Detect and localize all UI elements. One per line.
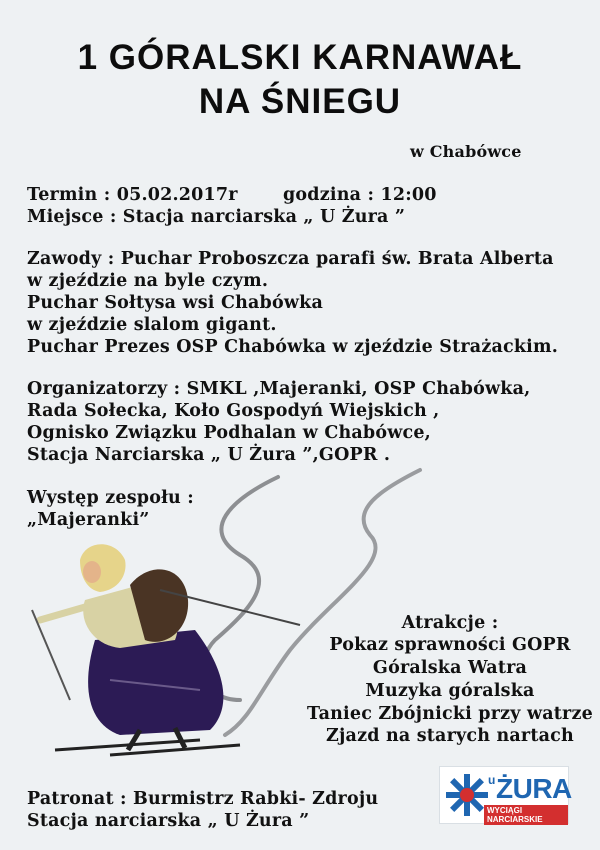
logo-prefix: u [488, 773, 496, 787]
title-line-1: 1 GÓRALSKI KARNAWAŁ [77, 38, 523, 77]
location-subtitle: w Chabówce [410, 142, 522, 161]
patron-line: Stacja narciarska „ U Żura ” [27, 811, 310, 831]
performance-label: Występ zespołu : [27, 488, 194, 508]
attractions-title: Atrakcje : [401, 613, 499, 633]
time-line: godzina : 12:00 [283, 185, 437, 205]
date-line: Termin : 05.02.2017r [27, 185, 238, 205]
patron-line: Patronat : Burmistrz Rabki- Zdroju [27, 789, 379, 809]
attraction-item: Zjazd na starych nartach [326, 726, 574, 746]
organizers-line: Ognisko Związku Podhalan w Chabówce, [27, 423, 431, 443]
u-zura-logo [439, 766, 572, 824]
contests-line: w zjeździe slalom gigant. [27, 315, 277, 335]
title-line-2: NA ŚNIEGU [198, 82, 402, 121]
organizers-line: Rada Sołecka, Koło Gospodyń Wiejskich , [27, 401, 440, 421]
organizers-line: Stacja Narciarska „ U Żura ”,GOPR . [27, 445, 391, 465]
contests-line: w zjeździe na byle czym. [27, 271, 269, 291]
attraction-item: Taniec Zbójnicki przy watrze [307, 704, 593, 724]
performance-band: „Majeranki” [27, 510, 150, 530]
attraction-item: Góralska Watra [372, 658, 528, 678]
logo-tagline: WYCIĄGI NARCIARSKIE [484, 805, 568, 825]
contests-line: Puchar Prezes OSP Chabówka w zjeździe Strażackim. [27, 337, 559, 357]
attraction-item: Muzyka góralska [365, 681, 535, 701]
attraction-item: Pokaz sprawności GOPR [329, 635, 571, 655]
organizers-line: Organizatorzy : SMKL ,Majeranki, OSP Chabówka, [27, 379, 531, 399]
contests-line: Puchar Sołtysa wsi Chabówka [27, 293, 323, 313]
contests-line: Zawody : Puchar Proboszcza parafi św. Brata Alberta [27, 249, 554, 269]
logo-name: ŻURA [496, 773, 572, 804]
venue-line: Miejsce : Stacja narciarska „ U Żura ” [27, 207, 406, 227]
